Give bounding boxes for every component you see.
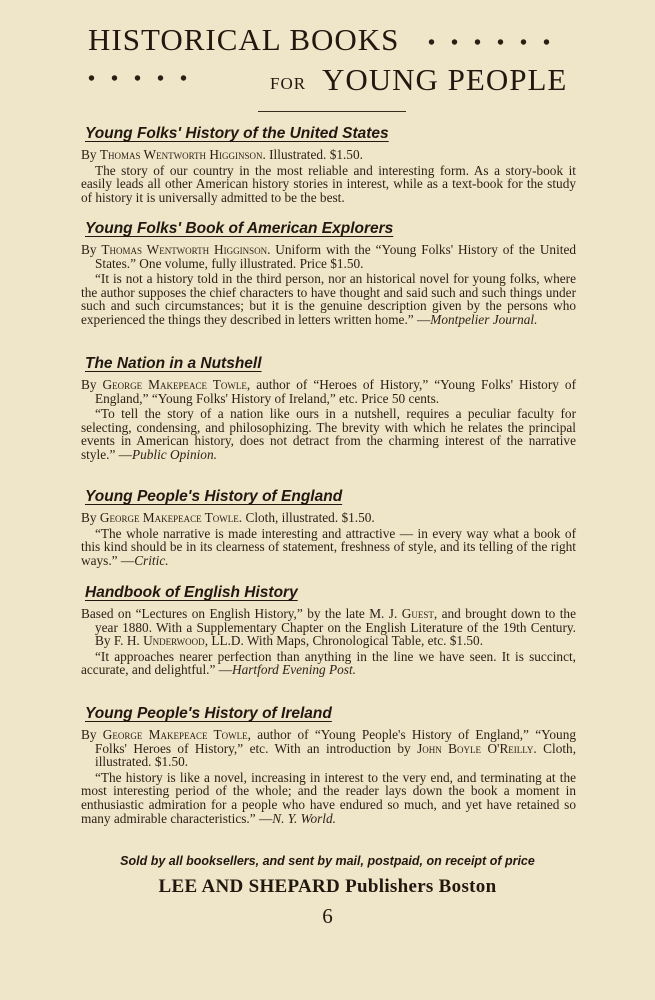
author-text: . Illustrated. $1.50. <box>262 147 363 162</box>
book-description <box>81 164 576 205</box>
author-text: By <box>81 727 103 742</box>
book-title: Young Folks' Book of American Explorers <box>85 220 394 237</box>
book-author-line <box>81 728 576 769</box>
author-text: . Cloth, illustrated. $1.50. <box>238 510 375 525</box>
book-entry <box>81 220 576 327</box>
book-description <box>81 407 576 461</box>
book-title: The Nation in a Nutshell <box>85 355 262 372</box>
author-name: George Makepeace Towle <box>102 377 247 392</box>
description-text: “It is not a history told in the third person, nor an historical novel for young folks, where the author supposes the chief characters to have thought and said such and such things under such and such circumstances; but it is the genuine description given by the persons who experienced the things they described in letters written home.” — <box>81 271 576 327</box>
header-title: HISTORICAL BOOKS <box>88 22 400 57</box>
header-for: FOR <box>270 74 307 93</box>
author-text: . Cloth, illustrated. $1.50. <box>95 740 577 770</box>
description-text: The story of our country in the most reliable and interesting form. As a story-book it easily leads all other American history stories in interest, while as a text-book for the study of history it is universally admitted to be the best. <box>81 162 576 205</box>
author-name: John Boyle O'Reilly <box>417 740 534 756</box>
review-source: N. Y. World. <box>272 810 336 826</box>
header-subtitle: YOUNG PEOPLE <box>322 62 568 97</box>
author-name: F. H. Underwood <box>113 633 205 649</box>
author-text: , author of “Heroes of History,” “Young Folks' History of England,” “Young Folks' History of Ireland,” etc. Price 50 cents. <box>95 377 577 406</box>
author-name: George Makepeace Towle <box>102 727 248 742</box>
book-description <box>81 272 576 326</box>
book-author-line <box>81 148 576 162</box>
book-title: Handbook of English History <box>85 584 298 601</box>
review-source: Montpelier Journal. <box>430 311 538 327</box>
book-author-line <box>81 607 576 648</box>
book-entry <box>81 355 576 462</box>
author-text: Based on “Lectures on English History,” by the late <box>81 606 370 621</box>
book-description <box>81 650 576 677</box>
sales-note: Sold by all booksellers, and sent by mail, postpaid, on receipt of price <box>120 854 535 868</box>
description-text: “The history is like a novel, increasing in interest to the very end, and terminating at the most interesting period of the whole; and the reader lays down the book a moment in enthusiastic admiration for a people who have endured so much, and yet have retained so many admirable characteristics.” — <box>81 769 576 826</box>
author-text: , author of “Young People's History of England,” “Young Folks' Heroes of History,” etc. With an introduction by <box>95 727 576 756</box>
book-title: Young People's History of Ireland <box>85 705 332 722</box>
decorative-dots-icon: ••••• <box>88 68 204 90</box>
book-title: Young Folks' History of the United States <box>85 125 389 142</box>
author-text: By <box>81 147 100 162</box>
book-description <box>81 527 576 568</box>
review-source: Critic. <box>134 552 169 568</box>
description-text: “It approaches nearer perfection than anything in the line we have seen. It is succinct, accurate, and delightful.” — <box>81 648 576 678</box>
page-number: 6 <box>322 904 333 928</box>
review-source: Hartford Evening Post. <box>232 662 356 678</box>
header-rule <box>258 111 406 112</box>
publisher-imprint: LEE AND SHEPARD Publishers Boston <box>158 876 497 897</box>
author-text: By <box>81 510 100 525</box>
author-name: M. J. Guest <box>369 606 434 621</box>
book-author-line <box>81 511 576 525</box>
book-author-line <box>81 378 576 405</box>
book-author-line <box>81 243 576 270</box>
author-text: By <box>81 242 102 257</box>
book-title: Young People's History of England <box>85 488 343 505</box>
author-name: Thomas Wentworth Higginson <box>99 147 263 162</box>
decorative-dots-icon: •••••• <box>428 32 567 54</box>
author-text: . Uniform with the “Young Folks' History of the United States.” One volume, fully illustrated. Price $1.50. <box>95 242 577 271</box>
author-text: By <box>81 377 103 392</box>
book-entry <box>81 584 576 677</box>
author-text: , LL.D. With Maps, Chronological Table, etc. $1.50. <box>204 633 484 649</box>
book-entry <box>81 125 576 204</box>
book-description <box>81 771 576 825</box>
author-name: Thomas Wentworth Higginson <box>101 242 268 257</box>
author-name: George Makepeace Towle <box>99 510 239 525</box>
author-text: , and brought down to the year 1880. With a Supplementary Chapter on the English Literature of the 19th Century. By <box>95 606 576 649</box>
book-entry <box>81 705 576 825</box>
description-text: “To tell the story of a nation like ours in a nutshell, requires a peculiar faculty for selecting, condensing, and philosophizing. The brevity with which he relates the principal events in American history, does not detract from the charming interest of the narrative style.” — <box>81 406 576 462</box>
book-entry <box>81 488 576 567</box>
description-text: “The whole narrative is made interesting and attractive — in every way what a book of this kind should be in its clearness of statement, freshness of style, and its telling of the right ways.” — <box>81 525 576 568</box>
review-source: Public Opinion. <box>131 446 217 462</box>
